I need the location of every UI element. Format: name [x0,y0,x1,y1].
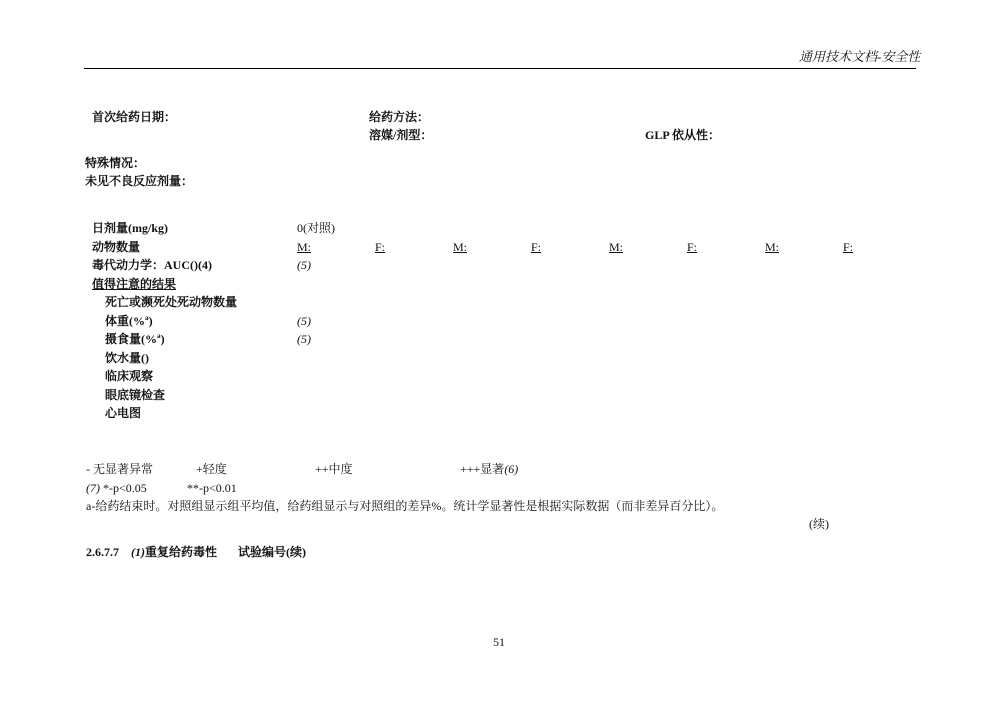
row-label: 动物数量 [92,240,141,254]
first-dose-date-label: 首次给药日期： [92,110,177,124]
row-label: 心电图 [105,406,142,420]
glp-label: GLP 依从性： [645,128,721,142]
page-number: 51 [493,635,505,649]
noael-label: 未见不良反应剂量： [85,174,194,188]
header-rule [84,68,916,69]
p05: *-p<0.05 [100,481,147,495]
sex-m: M: [453,240,468,254]
vehicle-label: 溶媒/剂型： [369,128,433,142]
p01: **-p<0.01 [187,481,237,495]
row-label: 毒代动力学：AUC()(4) [92,258,212,272]
sex-m: M: [765,240,780,254]
continued: (续) [809,517,829,531]
row-value: (5) [297,314,311,328]
route-label: 给药方法： [369,110,430,124]
sex-f: F: [843,240,854,254]
section-number: 2.6.7.7 [86,545,119,559]
legend-moderate: ++中度 [315,462,353,476]
row-label: 临床观察 [105,369,154,383]
legend-mild: +轻度 [196,462,227,476]
row-label: 体重(%ª) [105,314,153,328]
section-note: (1) [131,545,145,559]
row-label: 死亡或濒死处死动物数量 [105,295,238,309]
note-7: (7) [86,481,100,495]
legend-none: - 无显著异常 [86,462,153,476]
legend-marked: +++显著 [460,462,505,476]
study-number: 试验编号(续) [238,545,307,559]
dose-value: 0(对照) [297,221,335,235]
header-title: 通用技术文档-安全性 [799,49,921,64]
row-value: (5) [297,332,311,346]
section-title: 重复给药毒性 [145,545,218,559]
sex-m: M: [297,240,312,254]
legend-marked-note: (6) [504,462,519,476]
row-label: 饮水量() [105,351,149,365]
sex-f: F: [531,240,542,254]
row-label: 眼底镜检查 [105,388,166,402]
sex-f: F: [375,240,386,254]
row-label: 值得注意的结果 [92,277,177,291]
footnote-a: a-给药结束时。对照组显示组平均值，给药组显示与对照组的差异%。统计学显著性是根据实际数据（而非差异百分比）。 [86,499,724,513]
row-label: 摄食量(%ª) [105,332,165,346]
sex-f: F: [687,240,698,254]
row-value: (5) [297,258,311,272]
row-label: 日剂量(mg/kg) [92,221,168,235]
special-label: 特殊情况： [85,156,146,170]
sex-m: M: [609,240,624,254]
